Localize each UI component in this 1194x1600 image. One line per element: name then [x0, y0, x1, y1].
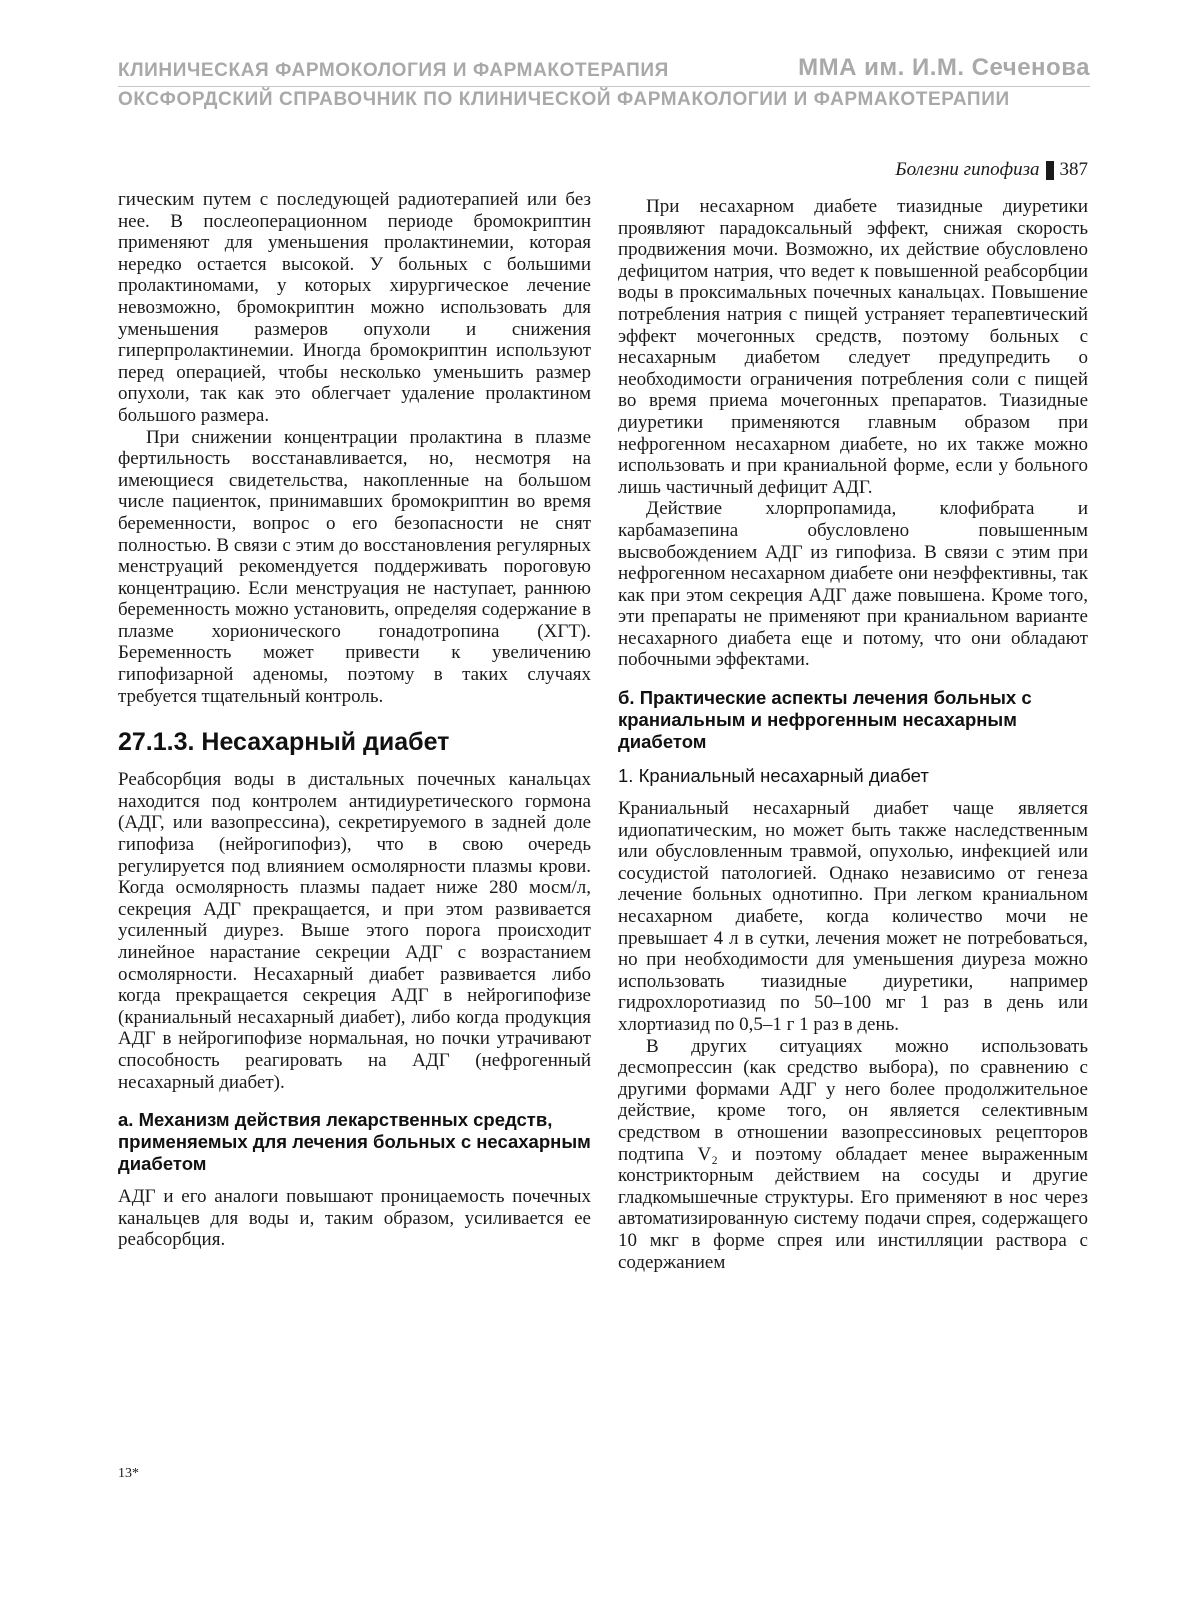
- right-column: [618, 196, 1088, 1273]
- right-paragraph-1: При несахарном диабете тиазидные диуретики проявляют парадоксальный эффект, снижая скорость продвижения мочи. Возможно, их действие обусловлено дефицитом натрия, что ведет к повышенной реабсорбции воды в проксимальных почечных канальцах. Повышение потребления натрия с пищей устраняет терапевтический эффект мочегонных средств, поэтому больных с несахарным диабетом следует предупредить о необходимости ограничения потребления соли с пищей во время приема мочегонных препаратов. Тиазидные диуретики применяются главным образом при нефрогенном несахарном диабете, но их также можно использовать и при краниальной форме, если у больного лишь частичный дефицит АДГ.: [618, 196, 1088, 498]
- header-divider: [118, 86, 1090, 87]
- page-header: [118, 50, 1090, 82]
- header-subtitle: ОКСФОРДСКИЙ СПРАВОЧНИК ПО КЛИНИЧЕСКОЙ ФАРМАКОЛОГИИ И ФАРМАКОТЕРАПИИ: [118, 89, 1010, 110]
- left-paragraph-2: При снижении концентрации пролактина в плазме фертильность восстанавливается, но, несмотря на имеющиеся свидетельства, накопленные на большом числе пациенток, принимавших бромокриптин во время беременности, вопрос о его безопасности не снят полностью. В связи с этим до восстановления регулярных менструаций рекомендуется поддерживать пороговую концентрацию. Если менструация не наступает, раннюю беременность можно установить, определяя содержание в плазме хорионического гонадотропина (ХГТ). Беременность может привести к увеличению гипофизарной аденомы, поэтому в таких случаях требуется тщательный контроль.: [118, 426, 591, 707]
- running-head-bar-icon: [1046, 161, 1054, 180]
- header-title-right: ММА им. И.М. Сеченова: [798, 54, 1090, 81]
- right-paragraph-2: Действие хлорпропамида, клофибрата и карбамазепина обусловлено повышенным высвобождением АДГ из гипофиза. В связи с этим при нефрогенном несахарном диабете они неэффективны, так как при этом секреция АДГ даже повышена. Кроме того, эти препараты не применяют при краниальном варианте несахарного диабета еще и потому, что они обладают побочными эффектами.: [618, 498, 1088, 671]
- left-paragraph-3: Реабсорбция воды в дистальных почечных канальцах находится под контролем антидиуретического гормона (АДГ, или вазопрессина), секретируемого в задней доле гипофиза (нейрогипофиз), что в свою очередь регулируется под влиянием осмолярности плазмы крови. Когда осмолярность плазмы падает ниже 280 мосм/л, секреция АДГ прекращается, и при этом развивается усиленный диурез. Выше этого порога происходит линейное нарастание секреции АДГ с возрастанием осмолярности. Несахарный диабет развивается либо когда прекращается секреция АДГ в нейрогипофизе (краниальный несахарный диабет), либо когда продукция АДГ в нейрогипофизе нормальная, но почки утрачивают способность реагировать на АДГ (нефрогенный несахарный диабет).: [118, 769, 591, 1093]
- page-number: 387: [1059, 159, 1088, 180]
- left-paragraph-1: гическим путем с последующей радиотерапией или без нее. В послеоперационном периоде бромокриптин применяют для уменьшения пролактинемии, которая нередко остается высокой. У больных с большими пролактиномами, у которых хирургическое лечение невозможно, бромокриптин можно использовать для уменьшения размеров опухоли и снижения гиперпролактинемии. Иногда бромокриптин используют перед операцией, чтобы несколько уменьшить размер опухоли, так как это облегчает удаление пролактином большого размера.: [118, 189, 591, 426]
- right-paragraph-4: В других ситуациях можно использовать десмопрессин (как средство выбора), по сравнению с другими формами АДГ у него более продолжительное действие, кроме того, он является селективным средством в отношении вазопрессиновых рецепторов подтипа V₂ и поэтому обладает менее выраженным констрикторным действием на сосуды и другие гладкомышечные структуры. Его применяют в нос через автоматизированную систему подачи спрея, содержащего 10 мкг в форме спрея или инстилляции раствора с содержанием: [618, 1035, 1088, 1273]
- subsubheading-1: 1. Краниальный несахарный диабет: [618, 765, 929, 787]
- section-heading: 27.1.3. Несахарный диабет: [118, 728, 450, 757]
- header-title-left: КЛИНИЧЕСКАЯ ФАРМОКОЛОГИЯ И ФАРМАКОТЕРАПИЯ: [118, 60, 669, 81]
- running-head: [895, 159, 1088, 181]
- subheading-a: а. Механизм действия лекарственных средств, применяемых для лечения больных с несахарным диабетом: [118, 1109, 591, 1175]
- signature-mark: 13*: [118, 1466, 139, 1481]
- left-paragraph-4: АДГ и его аналоги повышают проницаемость почечных канальцев для воды и, таким образом, усиливается ее реабсорбция.: [118, 1186, 591, 1251]
- subheading-b: б. Практические аспекты лечения больных с краниальным и нефрогенным несахарным диабетом: [618, 687, 1032, 753]
- right-paragraph-3: Краниальный несахарный диабет чаще является идиопатическим, но может быть также наследственным или обусловленным травмой, опухолью, инфекцией или сосудистой патологией. Однако независимо от генеза лечение больных однотипно. При легком краниальном несахарном диабете, когда количество мочи не превышает 4 л в сутки, лечения может не потребоваться, но при необходимости для уменьшения диуреза можно использовать тиазидные диуретики, например гидрохлоротиазид по 50–100 мг 1 раз в день или хлортиазид по 0,5–1 г 1 раз в день.: [618, 798, 1088, 1035]
- left-column: [118, 189, 591, 1251]
- running-head-title: Болезни гипофиза: [895, 159, 1040, 180]
